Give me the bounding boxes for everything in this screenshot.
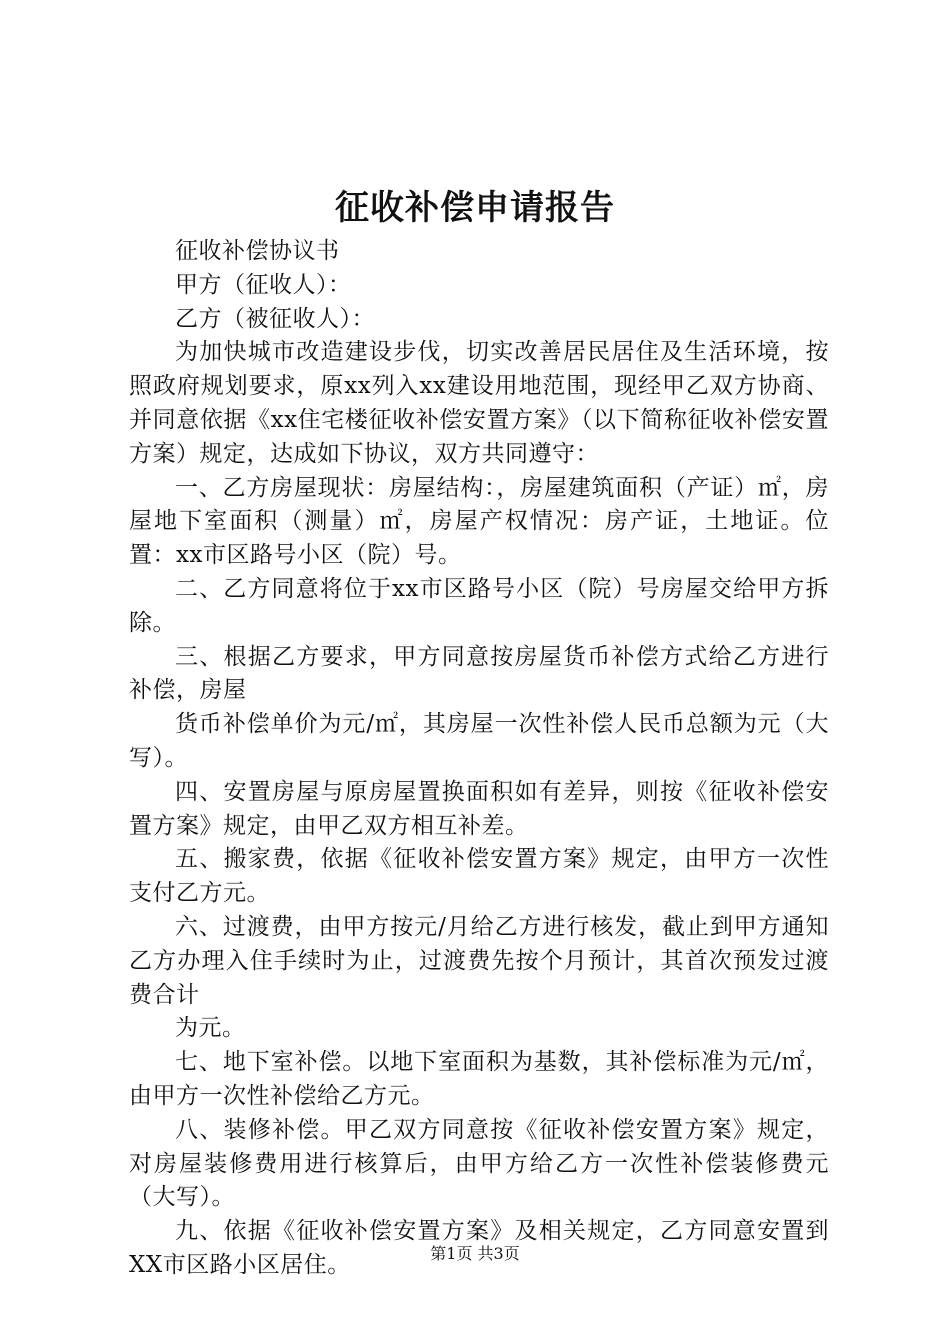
clause-3-continued: 货币补偿单价为元/㎡，其房屋一次性补偿人民币总额为元（大写）。 <box>129 711 829 771</box>
page-number-footer: 第1页 共3页 <box>430 1244 520 1263</box>
clause-3: 三、根据乙方要求，甲方同意按房屋货币补偿方式给乙方进行补偿，房屋 <box>129 643 829 704</box>
document-body <box>129 235 829 1283</box>
clause-6-continued: 为元。 <box>175 1015 246 1042</box>
party-a-line: 甲方（征收人）： <box>175 271 352 298</box>
clause-6: 六、过渡费，由甲方按元/月给乙方进行核发，截止到甲方通知乙方办理入住手续时为止，过渡费先按个月预计，其首次预发过渡费合计 <box>129 913 829 1008</box>
clause-4: 四、安置房屋与原房屋置换面积如有差异，则按《征收补偿安置方案》规定，由甲乙双方相互补差。 <box>129 778 829 839</box>
clause-1: 一、乙方房屋现状：房屋结构：，房屋建筑面积（产证）㎡，房屋地下室面积（测量）㎡，房屋产权情况：房产证，土地证。位置：xx市区路号小区（院）号。 <box>129 474 829 569</box>
clause-8: 八、装修补偿。甲乙双方同意按《征收补偿安置方案》规定，对房屋装修费用进行核算后，由甲方给乙方一次性补偿装修费元（大写）。 <box>129 1116 829 1211</box>
clause-7: 七、地下室补偿。以地下室面积为基数，其补偿标准为元/㎡，由甲方一次性补偿给乙方元。 <box>129 1049 829 1109</box>
preamble-paragraph: 为加快城市改造建设步伐，切实改善居民居住及生活环境，按照政府规划要求，原xx列入xx建设用地范围，现经甲乙双方协商、并同意依据《xx住宅楼征收补偿安置方案》（以下简称征收补偿安置方案）规定，达成如下协议，双方共同遵守： <box>129 339 829 467</box>
agreement-heading: 征收补偿协议书 <box>175 238 340 264</box>
clause-9: 九、依据《征收补偿安置方案》及相关规定，乙方同意安置到XX市区路小区居住。 <box>129 1218 829 1278</box>
clause-2: 二、乙方同意将位于xx市区路号小区（院）号房屋交给甲方拆除。 <box>129 575 829 636</box>
document-title: 征收补偿申请报告 <box>335 188 615 228</box>
clause-5: 五、搬家费，依据《征收补偿安置方案》规定，由甲方一次性支付乙方元。 <box>129 846 829 907</box>
party-b-line: 乙方（被征收人）： <box>175 305 375 332</box>
